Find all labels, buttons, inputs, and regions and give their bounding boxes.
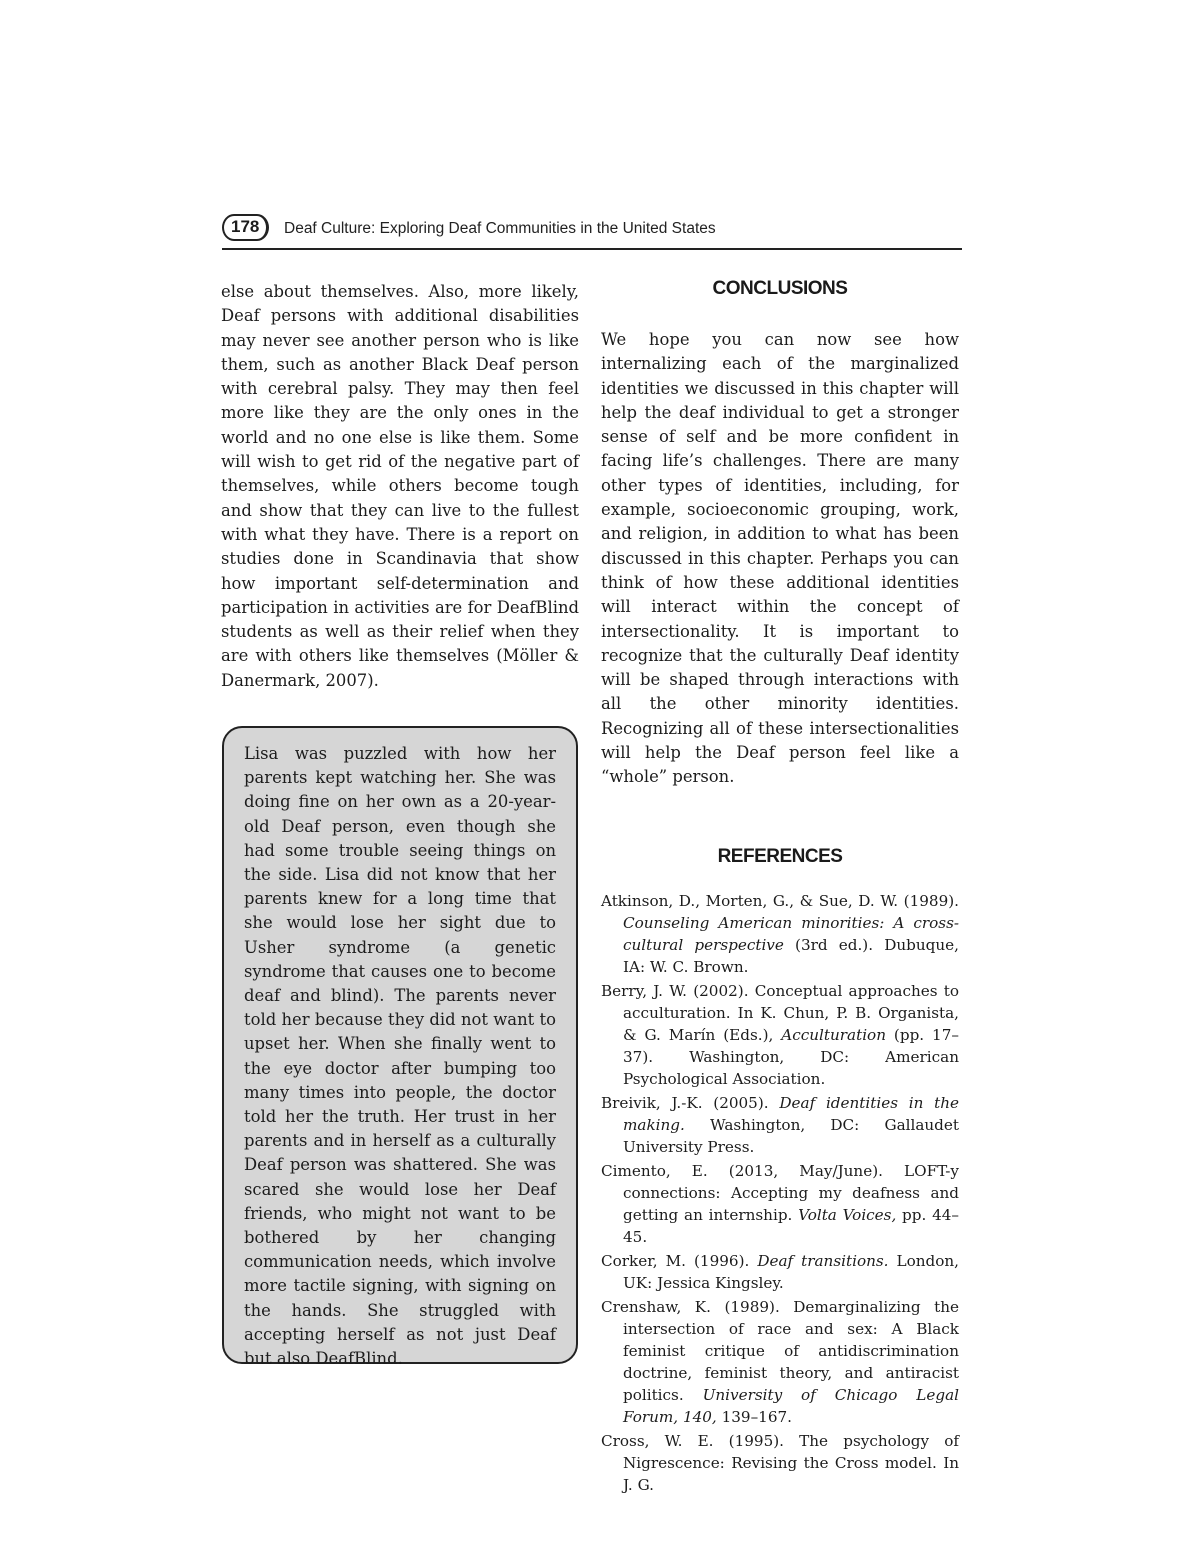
reference-item: Crenshaw, K. (1989). Demarginalizing the intersection of race and sex: A Black feminist critique of antidiscrimination doctrine, feminist theory, and antiracist politics. University of Chicago Legal Forum, 140, 139–167.	[601, 1297, 959, 1426]
case-example-box	[222, 726, 578, 1369]
reference-list	[601, 890, 959, 1496]
right-column	[601, 274, 959, 1498]
running-title: Deaf Culture: Exploring Deaf Communities in the United States	[284, 220, 716, 237]
reference-item: Cross, W. E. (1995). The psychology of Nigrescence: Revising the Cross model. In J. G.	[601, 1431, 959, 1494]
case-example-text: Lisa was puzzled with how her parents kept watching her. She was doing fine on her own as a 20-year-old Deaf person, even though she had some trouble seeing things on the side. Lisa did not know that her parents knew for a long time that she would lose her sight due to Usher syndrome (a genetic syndrome that causes one to become deaf and blind). The parents never told her because they did not want to upset her. When she finally went to the eye doctor after bumping too many times into people, the doctor told her the truth. Her trust in her parents and in herself as a culturally Deaf person was shattered. She was scared she would lose her Deaf friends, who might not want to be bothered by her changing communication needs, which involve more tactile signing, with signing on the hands. She struggled with accepting herself as not just Deaf but also DeafBlind.	[244, 744, 556, 1369]
conclusions-paragraph: We hope you can now see how internalizing each of the marginalized identities we discussed in this chapter will help the deaf individual to get a stronger sense of self and be more confident in facing life’s challenges. There are many other types of identities, including, for example, socioeconomic grouping, work, and religion, in addition to what has been discussed in this chapter. Perhaps you can think of how these additional identities will interact within the concept of intersectionality. It is important to recognize that the culturally Deaf identity will be shaped through interactions with all the other minority identities. Recognizing all of these intersectionalities will help the Deaf person feel like a “whole” person.	[601, 330, 959, 787]
reference-item: Berry, J. W. (2002). Conceptual approaches to acculturation. In K. Chun, P. B. Organista, & G. Marín (Eds.), Acculturation (pp. 17–37). Washington, DC: American Psychological Association.	[601, 981, 959, 1088]
references-heading: REFERENCES	[717, 845, 843, 867]
running-header	[222, 212, 962, 250]
reference-item: Atkinson, D., Morten, G., & Sue, D. W. (1989). Counseling American minorities: A cross-cultural perspective (3rd ed.). Dubuque, IA: W. C. Brown.	[601, 891, 959, 976]
body-paragraph: else about themselves. Also, more likely, Deaf persons with additional disabilities may never see another person who is like them, such as another Black Deaf person with cerebral palsy. They may then feel more like they are the only ones in the world and no one else is like them. Some will wish to get rid of the negative part of themselves, while others become tough and show that they can live to the fullest with what they have. There is a report on studies done in Scandinavia that show how important self-determination and participation in activities are for DeafBlind students as well as their relief when they are with others like themselves (Möller & Danermark, 2007).	[221, 282, 579, 690]
page-number: 178	[222, 214, 269, 241]
reference-item: Corker, M. (1996). Deaf transitions. London, UK: Jessica Kingsley.	[601, 1251, 959, 1292]
left-column	[221, 280, 579, 693]
reference-item: Cimento, E. (2013, May/June). LOFT-y connections: Accepting my deafness and getting an internship. Volta Voices, pp. 44–45.	[601, 1161, 959, 1246]
reference-item: Breivik, J.-K. (2005). Deaf identities in the making. Washington, DC: Gallaudet University Press.	[601, 1093, 960, 1156]
conclusions-heading: CONCLUSIONS	[712, 278, 848, 299]
